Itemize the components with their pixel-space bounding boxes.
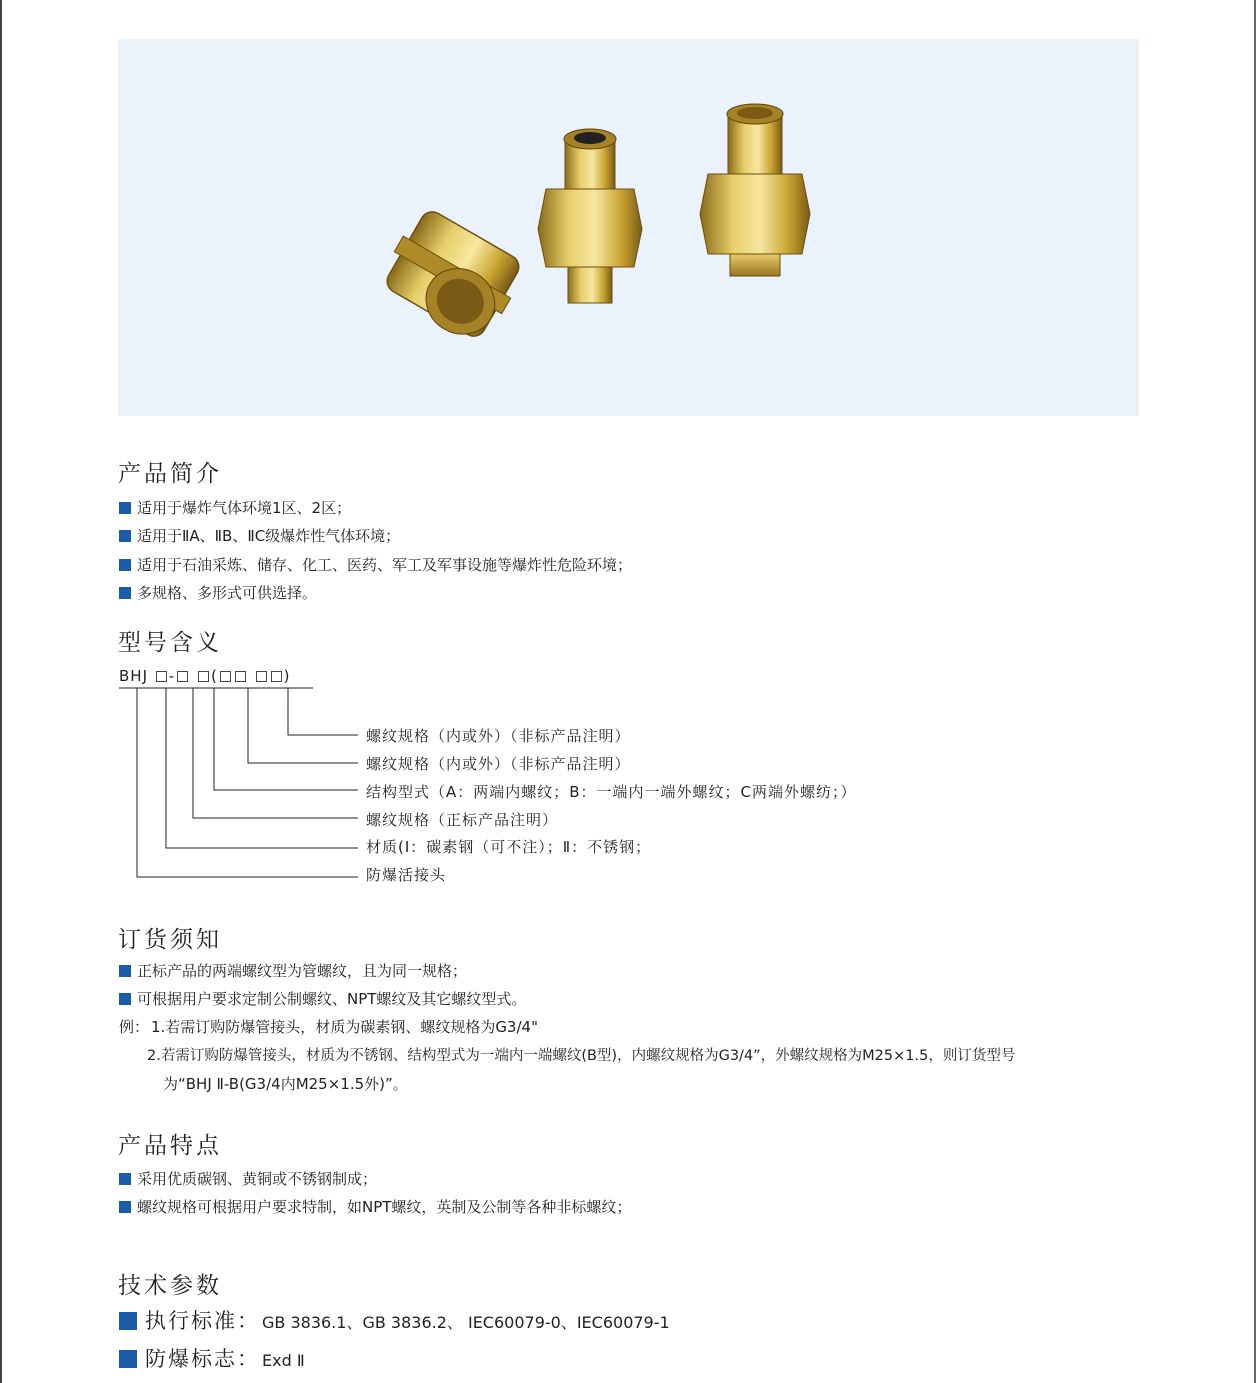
model-label: 螺纹规格（内或外）（非标产品注明） bbox=[366, 727, 631, 745]
feature-item bbox=[119, 1196, 631, 1217]
model-prefix: BHJ bbox=[119, 667, 148, 685]
example-1: 1.若需订购防爆管接头，材质为碳素钢、螺纹规格为G3/4" bbox=[151, 1018, 538, 1036]
model-label: 螺纹规格（内或外）（非标产品注明） bbox=[366, 755, 631, 773]
model-label: 材质(Ⅰ：碳素钢（可不注）；Ⅱ：不锈钢； bbox=[366, 838, 652, 856]
tech-mark-value: Exd Ⅱ bbox=[262, 1351, 305, 1370]
order-item bbox=[119, 988, 526, 1009]
leader-line bbox=[248, 688, 358, 763]
tech-standard-value: GB 3836.1、GB 3836.2、 IEC60079-0、IEC60079-1 bbox=[262, 1313, 670, 1332]
model-paren-open: ( bbox=[210, 667, 218, 685]
tech-mark bbox=[119, 1343, 305, 1373]
bullet-square-icon bbox=[119, 1312, 137, 1330]
feature-item bbox=[119, 1168, 377, 1189]
leader-line bbox=[288, 688, 358, 735]
order-item-text: 正标产品的两端螺纹型为管螺纹，且为同一规格； bbox=[137, 962, 468, 980]
bullet-square-icon bbox=[119, 965, 131, 977]
leader-line bbox=[214, 688, 358, 790]
intro-item-text: 多规格、多形式可供选择。 bbox=[137, 584, 318, 602]
feature-item-text: 螺纹规格可根据用户要求特制，如NPT螺纹，英制及公制等各种非标螺纹； bbox=[137, 1198, 632, 1216]
tech-title: 技术参数 bbox=[118, 1273, 222, 1299]
bullet-square-icon bbox=[119, 1201, 131, 1213]
model-paren-close: ) bbox=[283, 667, 291, 685]
example-2: 2.若需订购防爆管接头，材质为不锈钢、结构型式为一端内一端螺纹(B型)，内螺纹规格为G3/4”，外螺纹规格为M25×1.5，则订货型号 bbox=[147, 1048, 1016, 1064]
tech-standard bbox=[119, 1305, 670, 1335]
tech-mark-label: 防爆标志： bbox=[145, 1347, 260, 1371]
model-label: 结构型式（A：两端内螺纹；B：一端内一端外螺纹；C两端外螺纺；） bbox=[366, 783, 857, 801]
intro-item-text: 适用于ⅡA、ⅡB、ⅡC级爆炸性气体环境； bbox=[137, 527, 401, 545]
features-title: 产品特点 bbox=[118, 1133, 222, 1159]
intro-item-text: 适用于爆炸气体环境1区、2区； bbox=[137, 499, 352, 517]
example-2-cont: 为“BHJ Ⅱ-B(G3/4内M25×1.5外)”。 bbox=[163, 1075, 408, 1093]
feature-item-text: 采用优质碳钢、黄铜或不锈钢制成； bbox=[137, 1170, 378, 1188]
intro-item-text: 适用于石油采炼、储存、化工、医药、军工及军事设施等爆炸性危险环境； bbox=[137, 556, 633, 574]
order-item-text: 可根据用户要求定制公制螺纹、NPT螺纹及其它螺纹型式。 bbox=[137, 990, 527, 1008]
model-dash: - bbox=[168, 667, 176, 685]
model-title: 型号含义 bbox=[118, 630, 222, 656]
model-label: 防爆活接头 bbox=[366, 866, 447, 884]
example-prefix: 例： bbox=[119, 1018, 150, 1036]
tech-standard-label: 执行标准： bbox=[145, 1309, 260, 1333]
intro-title: 产品简介 bbox=[118, 461, 222, 487]
leader-line bbox=[193, 688, 358, 818]
model-label: 螺纹规格（正标产品注明） bbox=[366, 811, 559, 829]
bullet-square-icon bbox=[119, 993, 131, 1005]
order-title: 订货须知 bbox=[118, 927, 222, 953]
bullet-square-icon bbox=[119, 1173, 131, 1185]
order-item bbox=[119, 960, 467, 981]
bullet-square-icon bbox=[119, 1350, 137, 1368]
leader-line bbox=[166, 688, 358, 848]
